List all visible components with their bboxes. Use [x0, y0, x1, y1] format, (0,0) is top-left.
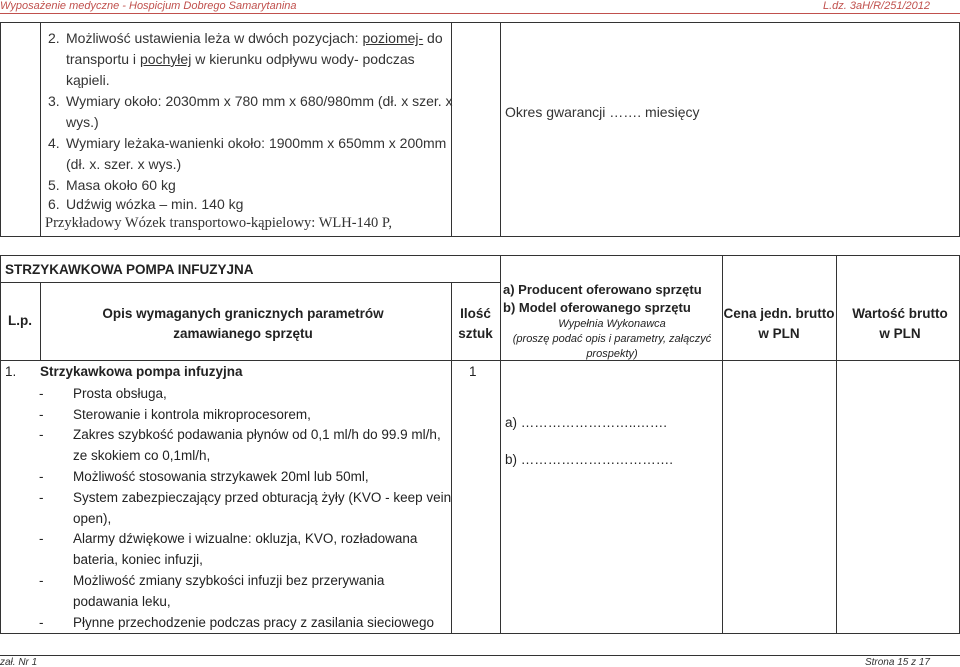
col-header-producer — [503, 281, 721, 362]
spec-line: 2. Możliwość ustawienia leża w dwóch pozycjach: poziomej- do — [48, 30, 443, 46]
page-number: Strona 15 z 17 — [864, 657, 930, 667]
spec-line: 5. Masa około 60 kg — [48, 177, 176, 193]
table-header-divider — [0, 360, 960, 361]
list-item: - Zakres szybkość podawania płynów od 0,1 ml/h do 99.9 ml/h, — [39, 427, 441, 442]
list-item: - Sterowanie i kontrola mikroprocesorem, — [39, 407, 311, 422]
top-table-col-divider — [500, 22, 501, 236]
table-title-divider — [0, 282, 500, 283]
warranty-text: Okres gwarancji ……. miesięcy — [505, 104, 700, 120]
footer-divider — [0, 655, 960, 656]
list-item: - Alarmy dźwiękowe i wizualne: okluzja, KVO, rozładowana — [39, 531, 418, 546]
list-item: - Płynne przechodzenie podczas pracy z zasilania sieciowego — [39, 615, 434, 630]
item-title: 1. Strzykawkowa pompa infuzyjna — [5, 364, 243, 379]
list-item: - System zabezpieczający przed obturacją żyły (KVO - keep vein — [39, 490, 452, 505]
top-table-border-top — [0, 22, 960, 23]
spec-line: 6. Udźwig wózka – min. 140 kg — [48, 196, 244, 212]
top-table-col-divider — [451, 22, 452, 236]
answer-model-field: b) ……………………………. — [505, 452, 674, 467]
spec-line: wys.) — [66, 114, 99, 130]
list-item-continuation: bateria, koniec infuzji, — [73, 552, 203, 567]
col-header-description: Opis wymaganych granicznych parametrów zamawianego sprzętu — [102, 306, 384, 341]
spec-line: kąpieli. — [66, 72, 110, 88]
list-item: - Możliwość stosowania strzykawek 20ml lub 50ml, — [39, 469, 369, 484]
col-header-unit-price: Cena jedn. brutto w PLN — [723, 306, 835, 341]
list-item-continuation: podawania leku, — [73, 594, 171, 609]
spec-line: 4. Wymiary leżaka-wanienki około: 1900mm x 650mm x 200mm — [48, 135, 447, 151]
section-title: STRZYKAWKOWA POMPA INFUZYJNA — [5, 262, 254, 277]
table-col-divider — [40, 282, 41, 360]
footer-attachment: zał. Nr 1 — [0, 657, 38, 667]
answer-producer-field: a) ……………………..……. — [505, 415, 668, 430]
contractor-instructions: (proszę podać opis i parametry, załączyć prospekty) — [512, 333, 712, 360]
table-border-top — [0, 255, 960, 256]
item-quantity: 1 — [469, 364, 477, 379]
list-item: - Prosta obsługa, — [39, 386, 167, 401]
header-divider — [0, 13, 960, 14]
contractor-note: Wypełnia Wykonawca — [558, 318, 666, 330]
table-border-bottom — [0, 633, 960, 634]
spec-line: transportu i pochyłej w kierunku odpływu wody- podczas — [66, 51, 415, 67]
list-item-continuation: open), — [73, 511, 112, 526]
list-item: - Możliwość zmiany szybkości infuzji bez przerywania — [39, 573, 385, 588]
table-col-divider — [500, 255, 501, 633]
list-item-continuation: ze skokiem co 0,1ml/h, — [73, 448, 211, 463]
spec-line: (dł. x. szer. x wys.) — [66, 156, 182, 172]
model-label: b) Model oferowanego sprzętu — [503, 300, 691, 315]
table-col-divider — [836, 255, 837, 633]
top-table-col-divider — [40, 22, 41, 236]
top-table-border-left — [0, 22, 1, 236]
col-header-total-value: Wartość brutto w PLN — [852, 306, 948, 341]
header-reference: L.dz. 3aH/R/251/2012 — [822, 0, 930, 12]
spec-line: 3. Wymiary około: 2030mm x 780 mm x 680/980mm (dł. x szer. x — [48, 93, 453, 109]
header-title: Wyposażenie medyczne - Hospicjum Dobrego Samarytanina — [0, 0, 297, 12]
example-product: Przykładowy Wózek transportowo-kąpielowy: WLH-140 P, — [45, 215, 392, 231]
top-table-border-bottom — [0, 236, 960, 237]
col-header-quantity: Ilość sztuk — [458, 306, 493, 341]
col-header-lp: L.p. — [8, 313, 32, 328]
producer-label: a) Producent oferowano sprzętu — [503, 282, 702, 297]
